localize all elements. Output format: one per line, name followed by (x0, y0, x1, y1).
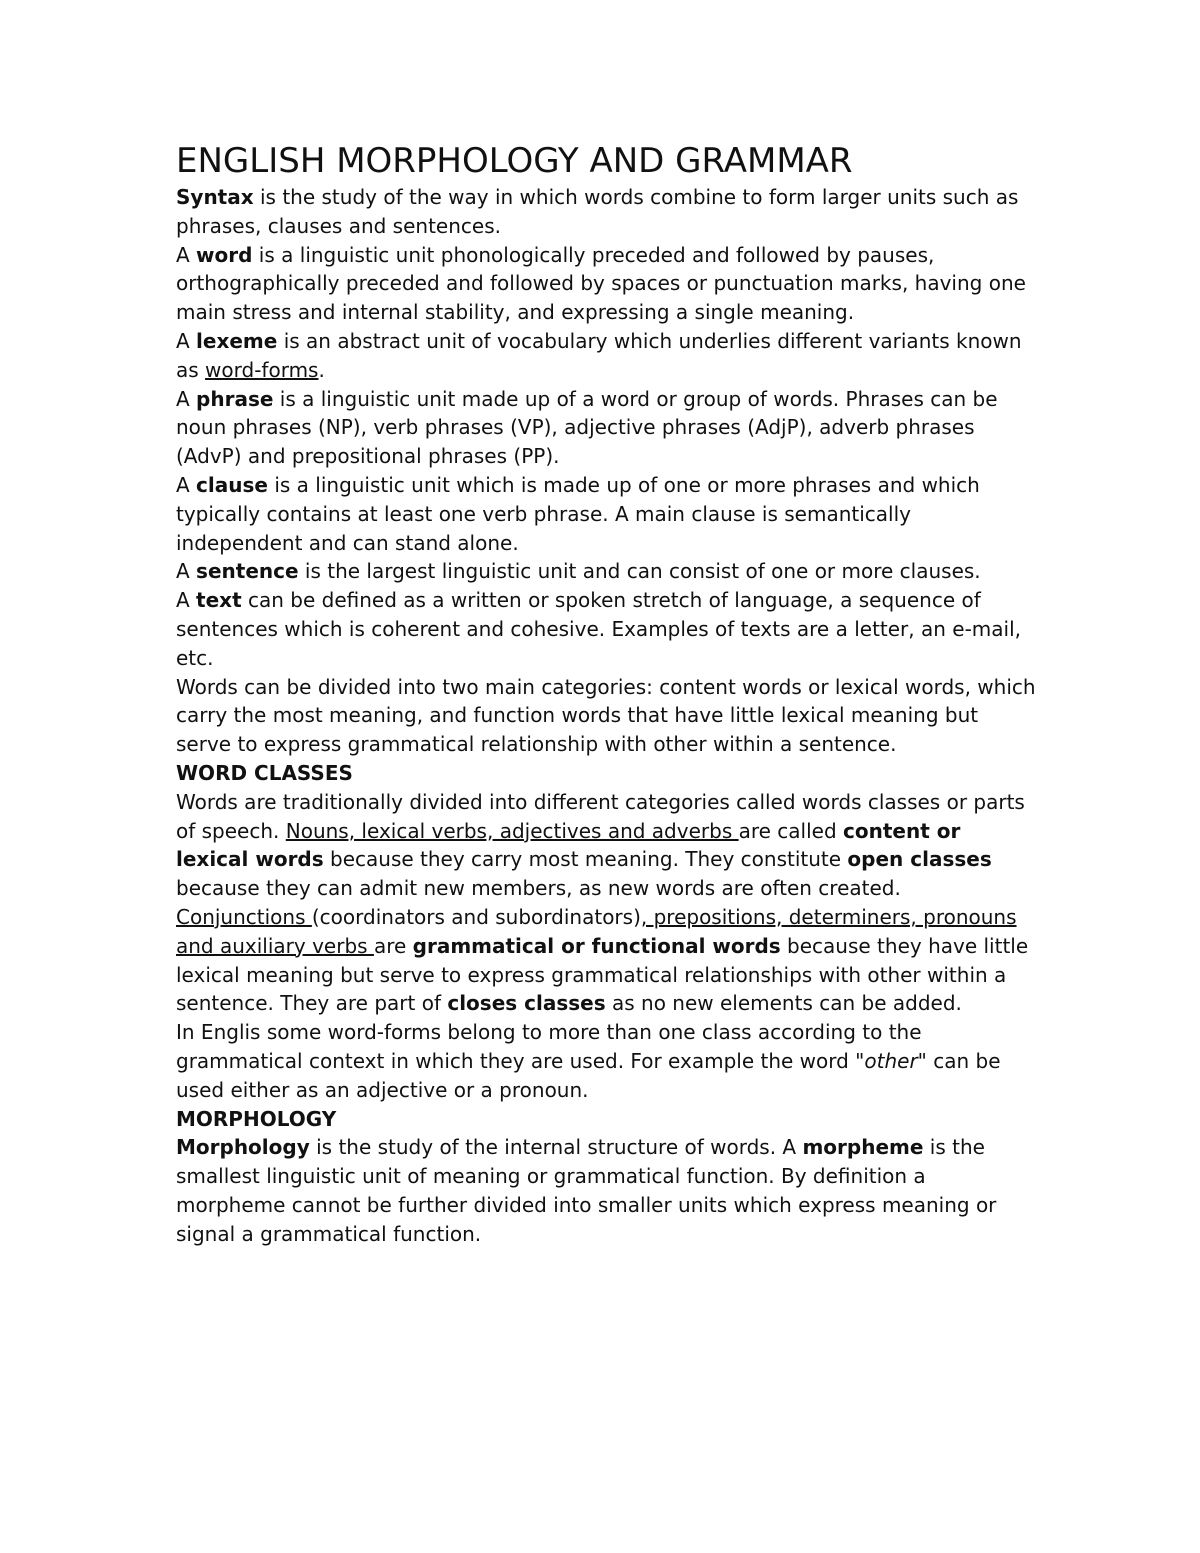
lexeme-article: A (176, 328, 197, 353)
categories-paragraph: Words can be divided into two main categories: content words or lexical words, which carry the most meaning, and function words that have little lexical meaning but serve to express grammatical relationship with other within a sentence. (176, 674, 1036, 757)
word-term: word (196, 242, 253, 267)
wc-p2-text-c: because they have little lexical meaning but serve to express grammatical relationships with other within a sentence. They are part of (176, 933, 1029, 1016)
clause-article: A (176, 472, 197, 497)
phrase-term: phrase (196, 386, 274, 411)
wc-p1-bold-content-words: content or lexical words (176, 818, 961, 872)
word-definition: is a linguistic unit phonologically preceded and followed by pauses, orthographically preceded and followed by spaces or punctuation marks, having one main stress and internal stability, and expressing a single meaning. (176, 242, 1026, 325)
word-classes-paragraph-3 (176, 1018, 1036, 1104)
wc-p3-text-b: " can be used either as an adjective or a pronoun. (176, 1048, 1001, 1102)
document-page (176, 142, 1036, 1248)
text-article: A (176, 588, 197, 613)
wc-p1-bold-open-classes: open classes (847, 847, 992, 872)
wc-p2-text-d: as no new elements can be added. (605, 991, 962, 1016)
phrase-definition: is a linguistic unit made up of a word or group of words. Phrases can be noun phrases (NP), verb phrases (VP), adjective phrases (AdjP), adverb phrases (AdvP) and prepositional phrases (PP). (176, 386, 998, 469)
clause-term: clause (196, 472, 268, 497)
lexeme-period: . (318, 357, 325, 382)
sentence-article: A (176, 559, 197, 584)
morpheme-term: morpheme (802, 1135, 924, 1160)
sentence-paragraph (176, 557, 1036, 586)
lexeme-term: lexeme (196, 328, 278, 353)
clause-paragraph (176, 471, 1036, 557)
text-paragraph (176, 586, 1036, 672)
phrase-paragraph (176, 385, 1036, 471)
word-classes-paragraph-1 (176, 788, 1036, 903)
document-title: ENGLISH MORPHOLOGY AND GRAMMAR (176, 141, 853, 181)
word-article: A (176, 242, 197, 267)
wc-p2-underlined-list: , prepositions, determiners, pronouns and auxiliary verbs (176, 904, 1017, 958)
morphology-term: Morphology (176, 1135, 310, 1160)
phrase-article: A (176, 386, 197, 411)
wc-p3-text-a: In Englis some word-forms belong to more than one class according to the grammatical context in which they are used. For example the word " (176, 1020, 922, 1073)
syntax-term: Syntax (176, 185, 254, 209)
sentence-term: sentence (196, 559, 299, 584)
word-classes-heading: WORD CLASSES (176, 760, 353, 785)
morphology-text-b: is the smallest linguistic unit of meaning or grammatical function. By definition a morpheme cannot be further divided into smaller units which express meaning or signal a grammatical function. (176, 1135, 997, 1246)
sentence-definition: is the largest linguistic unit and can consist of one or more clauses. (298, 559, 981, 584)
wc-p1-text-a: Words are traditionally divided into different categories called words classes or parts of speech. (176, 789, 1025, 843)
lexeme-paragraph (176, 327, 1036, 385)
syntax-paragraph (176, 183, 1036, 241)
wc-p2-underlined-conjunctions: Conjunctions (176, 904, 312, 929)
morphology-text-a: is the study of the internal structure of words. A (309, 1135, 803, 1160)
wc-p3-italic-other: other (864, 1048, 918, 1073)
wc-p2-text-b: are (373, 933, 413, 958)
wc-p1-text-b: are called (738, 818, 844, 843)
syntax-definition: is the study of the way in which words combine to form larger units such as phrases, clauses and sentences. (176, 185, 1019, 238)
wc-p1-text-d: because they can admit new members, as new words are often created. (176, 876, 901, 901)
wc-p2-bold-functional-words: grammatical or functional words (412, 933, 781, 958)
text-definition: can be defined as a written or spoken stretch of language, a sequence of sentences which is coherent and cohesive. Examples of texts are a letter, an e-mail, etc. (176, 588, 1022, 670)
wc-p2-bold-closes-classes: closes classes (447, 991, 606, 1016)
wc-p1-underlined: Nouns, lexical verbs, adjectives and adverbs (285, 818, 739, 843)
word-paragraph (176, 241, 1036, 327)
clause-definition: is a linguistic unit which is made up of one or more phrases and which typically contains at least one verb phrase. A main clause is semantically independent and can stand alone. (176, 472, 980, 555)
morphology-heading: MORPHOLOGY (176, 1106, 337, 1131)
morphology-paragraph (176, 1133, 1036, 1248)
word-forms-underlined: word-forms (205, 357, 319, 382)
lexeme-definition: is an abstract unit of vocabulary which underlies different variants known as (176, 328, 1022, 382)
wc-p2-text-a: (coordinators and subordinators) (311, 904, 641, 929)
wc-p1-text-c: because they carry most meaning. They constitute (323, 847, 848, 872)
text-term: text (196, 588, 242, 613)
word-classes-paragraph-2 (176, 903, 1036, 1018)
